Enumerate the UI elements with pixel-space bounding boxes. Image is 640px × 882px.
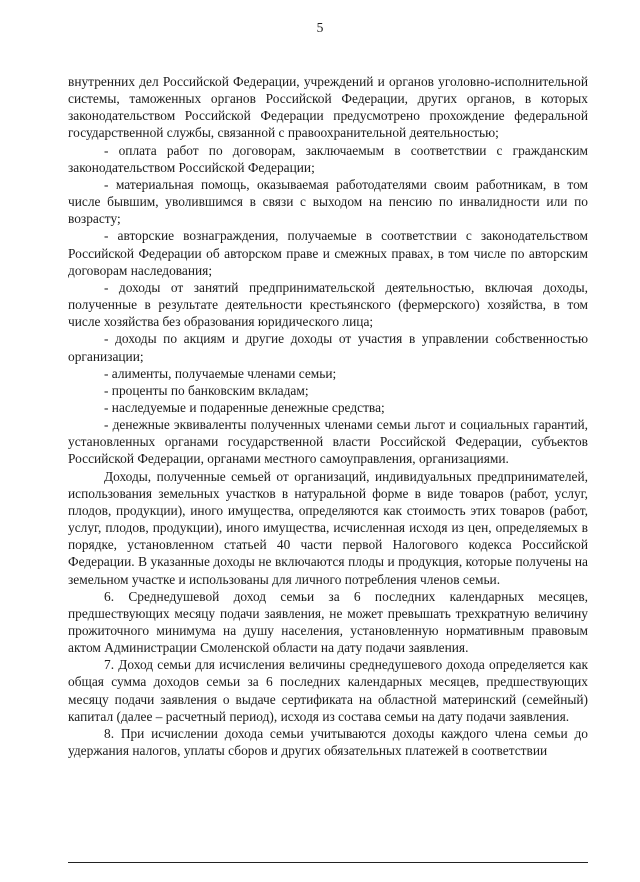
- list-item-benefit-equivalents: - денежные эквиваленты полученных членами семьи льгот и социальных гарантий, установленных органами государственной власти Российской Федерации, субъектов Российской Федерации, органами местного самоуправления, организациями.: [68, 417, 588, 467]
- paragraph-6: 6. Среднедушевой доход семьи за 6 последних календарных месяцев, предшествующих месяцу подачи заявления, не может превышать трехкратную величину прожиточного минимума на душу населения, установленную нормативным правовым актом Администрации Смоленской области на дату подачи заявления.: [68, 588, 588, 656]
- document-body: [68, 73, 588, 759]
- list-item-author-fees: - авторские вознаграждения, получаемые в соответствии с законодательством Российской Федерации об авторском праве и смежных правах, в том числе по авторским договорам наследования;: [68, 228, 588, 278]
- list-item-alimony: - алименты, получаемые членами семьи;: [104, 365, 337, 381]
- list-item-bank-interest: - проценты по банковским вкладам;: [104, 382, 309, 398]
- paragraph-7: 7. Доход семьи для исчисления величины среднедушевого дохода определяется как общая сумма доходов семьи за 6 последних календарных месяцев, предшествующих месяцу подачи заявления о выдаче сертификата на областной материнский (семейный) капитал (далее – расчетный период), исходя из состава семьи на дату подачи заявления.: [68, 657, 588, 724]
- page-bottom-edge: [68, 862, 588, 863]
- list-item-inherited-funds: - наследуемые и подаренные денежные средства;: [104, 399, 385, 415]
- list-item-share-income: - доходы по акциям и другие доходы от участия в управлении собственностью организации;: [68, 331, 588, 364]
- paragraph-8: 8. При исчислении дохода семьи учитываются доходы каждого члена семьи до удержания налогов, уплаты сборов и других обязательных платежей в соответствии: [68, 725, 588, 759]
- list-item-contract-payments: - оплата работ по договорам, заключаемым в соответствии с гражданским законодательством Российской Федерации;: [68, 142, 588, 175]
- list-item-material-aid: - материальная помощь, оказываемая работодателями своим работникам, в том числе бывшим, уволившимся в связи с выходом на пенсию по инвалидности или по возрасту;: [68, 176, 588, 227]
- paragraph-continuation: внутренних дел Российской Федерации, учреждений и органов уголовно-исполнительной системы, таможенных органов Российской Федерации, других органов, в которых законодательством Российской Федерации предусмотрено прохождение федеральной государственной службы, связанной с правоохранительной деятельностью;: [68, 74, 588, 141]
- list-item-business-income: - доходы от занятий предпринимательской деятельностью, включая доходы, полученные в результате деятельности крестьянского (фермерского) хозяйства, в том числе хозяйства без образования юридического лица;: [68, 279, 588, 330]
- paragraph-in-kind-income: Доходы, полученные семьей от организаций, индивидуальных предпринимателей, использования земельных участков в натуральной форме в виде товаров (работ, услуг, плодов, продукции), иного имущества, определяются как стоимость этих товаров (работ, услуг, плодов, продукции), иного имущества, исчисленная исходя из цен, определяемых в порядке, установленном статьей 40 части первой Налогового кодекса Российской Федерации. В указанные доходы не включаются плоды и продукция, которые получены на земельном участке и использованы для личного потребления членов семьи.: [68, 468, 588, 587]
- page-number: 5: [316, 20, 324, 35]
